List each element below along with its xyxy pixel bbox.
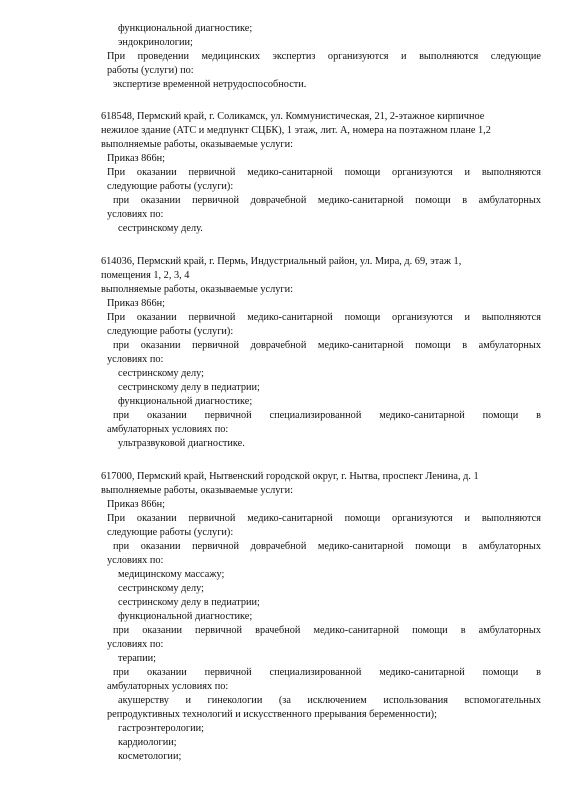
address-line: 617000, Пермский край, Нытвенский городской округ, г. Нытва, проспект Ленина, д. 1 bbox=[101, 471, 479, 482]
text-line: следующие работы (услуги): bbox=[107, 527, 234, 538]
text-line: при оказании первичной доврачебной медико-санитарной помощи в амбулаторных bbox=[113, 195, 541, 206]
text-line: репродуктивных технологий и искусственного прерывания беременности); bbox=[107, 709, 437, 720]
text-line: сестринскому делу в педиатрии; bbox=[118, 382, 260, 393]
text-line: акушерству и гинекологии (за исключением использования вспомогательных bbox=[118, 695, 541, 706]
text-line: при оказании первичной врачебной медико-санитарной помощи в амбулаторных bbox=[113, 625, 541, 636]
text-line: ультразвуковой диагностике. bbox=[118, 438, 245, 449]
text-line: амбулаторных условиях по: bbox=[107, 681, 229, 692]
text-line: функциональной диагностике; bbox=[118, 611, 253, 622]
text-line: сестринскому делу; bbox=[118, 583, 204, 594]
address-line: нежилое здание (АТС и медпункт СЦБК), 1 этаж, лит. А, номера на поэтажном плане 1,2 bbox=[101, 125, 491, 136]
text-line: сестринскому делу. bbox=[118, 223, 203, 234]
text-line: Приказ 866н; bbox=[107, 298, 165, 309]
text-line: следующие работы (услуги): bbox=[107, 181, 234, 192]
text-line: Приказ 866н; bbox=[107, 153, 165, 164]
text-line: при оказании первичной специализированной медико-санитарной помощи в bbox=[113, 410, 541, 421]
text-line: условиях по: bbox=[107, 639, 164, 650]
text-line: сестринскому делу в педиатрии; bbox=[118, 597, 260, 608]
text-line: амбулаторных условиях по: bbox=[107, 424, 229, 435]
text-line: функциональной диагностике; bbox=[118, 396, 253, 407]
text-line: При проведении медицинских экспертиз организуются и выполняются следующие bbox=[107, 51, 541, 62]
text-line: эндокринологии; bbox=[118, 37, 193, 48]
text-line: функциональной диагностике; bbox=[118, 23, 253, 34]
text-line: экспертизе временной нетрудоспособности. bbox=[113, 79, 307, 90]
text-line: При оказании первичной медико-санитарной помощи организуются и выполняются bbox=[107, 513, 541, 524]
text-line: условиях по: bbox=[107, 209, 164, 220]
text-line: При оказании первичной медико-санитарной помощи организуются и выполняются bbox=[107, 312, 541, 323]
text-line: сестринскому делу; bbox=[118, 368, 204, 379]
address-line: 618548, Пермский край, г. Соликамск, ул. Коммунистическая, 21, 2-этажное кирпичное bbox=[101, 111, 485, 122]
text-line: терапии; bbox=[118, 653, 157, 664]
text-line: выполняемые работы, оказываемые услуги: bbox=[101, 139, 293, 150]
text-line: медицинскому массажу; bbox=[118, 569, 225, 580]
address-line: 614036, Пермский край, г. Пермь, Индустриальный район, ул. Мира, д. 69, этаж 1, bbox=[101, 256, 462, 267]
text-line: выполняемые работы, оказываемые услуги: bbox=[101, 284, 293, 295]
text-line: при оказании первичной доврачебной медико-санитарной помощи в амбулаторных bbox=[113, 340, 541, 351]
text-line: работы (услуги) по: bbox=[107, 65, 194, 76]
text-line: при оказании первичной специализированной медико-санитарной помощи в bbox=[113, 667, 541, 678]
text-line: условиях по: bbox=[107, 354, 164, 365]
text-line: выполняемые работы, оказываемые услуги: bbox=[101, 485, 293, 496]
text-line: кардиологии; bbox=[118, 737, 177, 748]
text-line: Приказ 866н; bbox=[107, 499, 165, 510]
text-line: при оказании первичной доврачебной медико-санитарной помощи в амбулаторных bbox=[113, 541, 541, 552]
text-line: косметологии; bbox=[118, 751, 182, 762]
text-line: гастроэнтерологии; bbox=[118, 723, 204, 734]
text-line: условиях по: bbox=[107, 555, 164, 566]
address-line: помещения 1, 2, 3, 4 bbox=[101, 270, 190, 281]
text-line: При оказании первичной медико-санитарной помощи организуются и выполняются bbox=[107, 167, 541, 178]
text-line: следующие работы (услуги): bbox=[107, 326, 234, 337]
